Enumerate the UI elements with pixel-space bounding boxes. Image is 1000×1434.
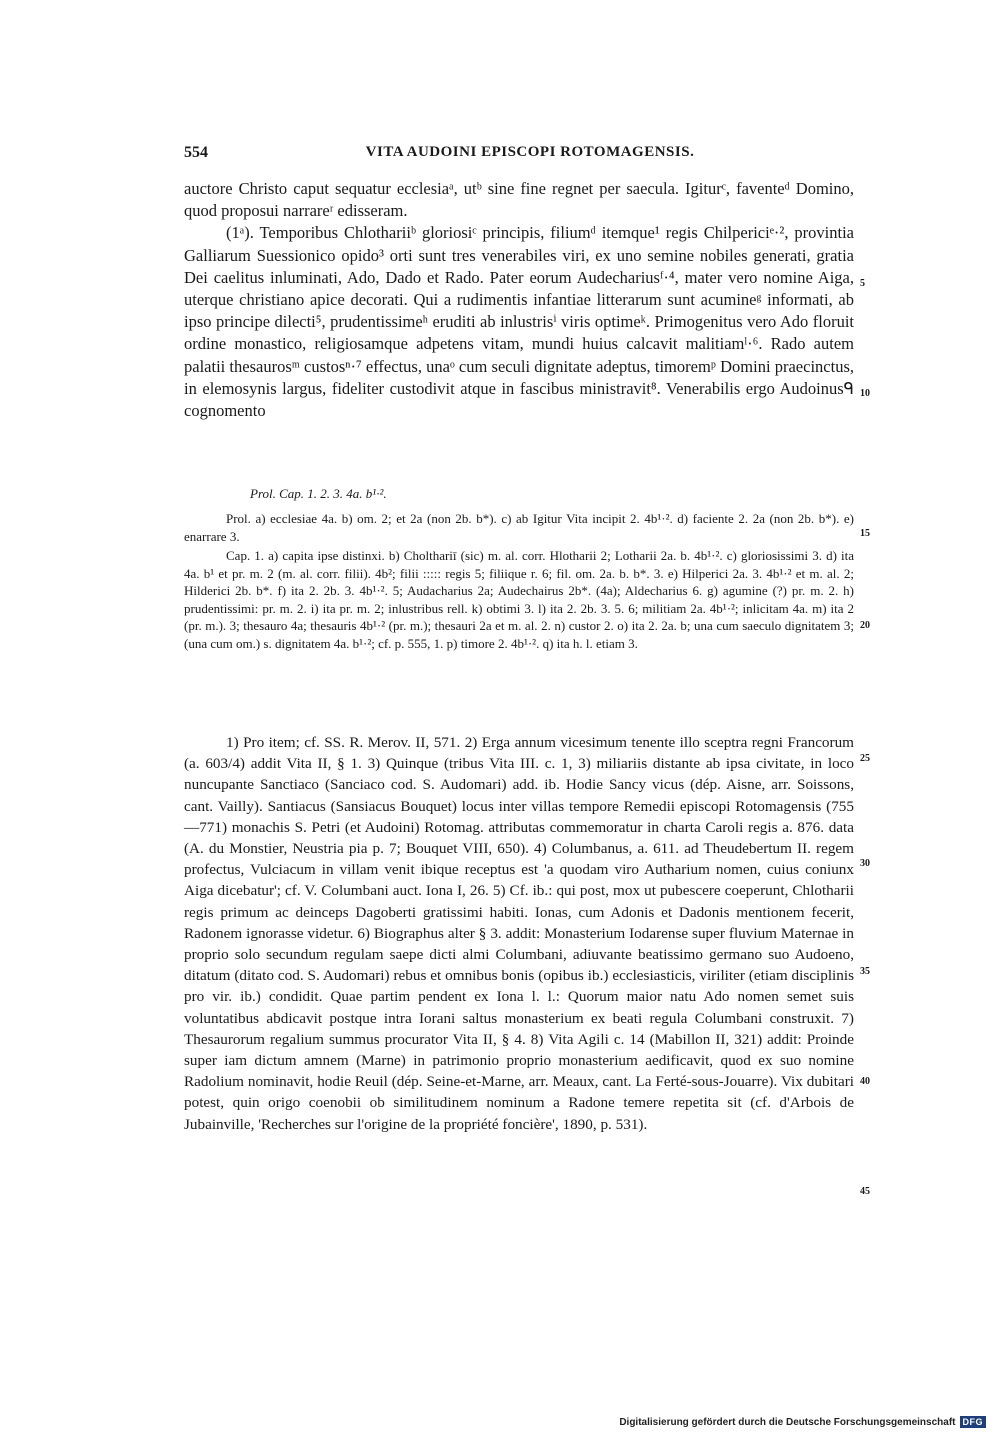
apparatus-chapter-1: Cap. 1. a) capita ipse distinxi. b) Cholthariī (sic) m. al. corr. Hlotharii 2; Lotharii 2a. b. 4b¹·². c) gloriosissimi 3. d) ita 4a. b¹ et pr. m. 2 (m. al. corr. filii). 4b²; filii ::::: regis 5; filiique r. 6; fil. om. 2a. b. b*. 3. e) Hilperici 2a. 3. 4b¹·² et m. al. 2; Hilderici 2b. b*. f) ita 2. 2b. 3. 4b¹·². 5; Audacharius 2a; Audechairus 2b*. (4a); Aldecharius 6. g) agumine (?) pr. m. 2. h) prudentissimi: pr. m. 2. i) ita pr. m. 2; inlustribus rell. k) obtimi 3. l) ita 2. 2b. 3. 5. 6; militiam 2a. 4b¹·²; inlicitam 4a. m) ita 2 (pr. m.). 3; thesaurο 4a; thesauris 4b¹·² (pr. m.); thesauri 2a et m. al. 2. n) custor 2. o) ita 2. 2a. b; una cum saeculo dignitatem 3; (una cum om.) s. dignitatem 4a. b¹·²; cf. p. 555, 1. p) timore 2. 4b¹·². q) ita h. l. etiam 3. bbox=[184, 548, 854, 651]
running-title: VITA AUDOINI EPISCOPI ROTOMAGENSIS. bbox=[365, 144, 695, 160]
main-text bbox=[184, 178, 854, 422]
line-number: 40 bbox=[860, 1076, 870, 1087]
dfg-logo-icon: DFG bbox=[960, 1416, 987, 1428]
footnotes-text: 1) Pro item; cf. SS. R. Merov. II, 571. 2) Erga annum vicesimum tenente illo sceptra regni Francorum (a. 603/4) addit Vita II, § 1. 3) Quinque (tribus Vita III. c. 1, 3) miliariis distante ab ipsa civitate, in loco nuncupante Sanctiaco (Sanciaco cod. S. Audomari) add. ib. Hodie Sancy vicus (dép. Aisne, arr. Soissons, cant. Vailly). Santiacus (Sansiacus Bouquet) locus inter villas tempore Remedii episcopi Rotomagensis (755—771) monachis S. Petri (et Audoini) Rotomag. attributas commemoratur in charta Caroli regis a. 876. data (A. du Monstier, Neustria pia p. 7; Bouquet VIII, 650). 4) Columbanus, a. 611. ad Theudebertum II. regem profectus, Vulciacum in villam venit ibique receptus est 'a quodam viro Autharium nomen, cuius coniunx Aiga dicebatur'; cf. V. Columbani auct. Iona I, 26. 5) Cf. ib.: qui post, mox ut pubescere coeperunt, Chlotharii regis primum ac deinceps Dagoberti gratissimi habiti. Ionas, cum Adonis et Dadonis mentionem fecerit, Radonem ignorasse videtur. 6) Biographus alter § 3. addit: Monasterium Iodarense super fluvium Maternae in proprio solo secundum regulam saepe dicti almi Columbani, adiuvante beatissimo germano suo Audoeno, ditatum (ditato cod. S. Audomari) rebus et omnibus bonis (opibus ib.) ecclesiasticis, viriliter (etiam disciplinis pro vir. ib.) condidit. Quae partim pendent ex Iona l. l.: Quorum maior natu Ado nomen semet suis voluntatibus abdicavit postque intra Iorani saltus monasterium ex beati regula Columbani construxit. 7) Thesaurorum regalium summus procurator Vita II, § 4. 8) Vita Agili c. 14 (Mabillon II, 321) addit: Proinde super iam dictum amnem (Marne) in patrimonio proprio monasterium aedificavit, quod ex suo nomine Radolium nominavit, hodie Reuil (dép. Seine-et-Marne, arr. Meaux, cant. La Ferté-sous-Jouarre). Vix dubitari potest, quin origo coenobii ob similitudinem nominum a Radone temere repetita sit (cf. d'Arbois de Jubainville, 'Recherches sur l'origine de la propriété foncière', 1890, p. 531). bbox=[184, 734, 854, 1133]
line-number: 30 bbox=[860, 858, 870, 869]
footnotes bbox=[184, 732, 854, 1135]
page-number: 554 bbox=[184, 144, 208, 161]
footer-credit bbox=[619, 1416, 986, 1428]
apparatus-sigla: Prol. Cap. 1. 2. 3. 4a. b¹·². bbox=[250, 486, 387, 501]
main-paragraph-2: (1ᵃ). Temporibus Chlothariiᵇ gloriosiᶜ principis, filiumᵈ itemque¹ regis Chilpericiᵉ·², provintia Galliarum Suessionico opido³ orti sunt tres venerabiles viri, ex uno semine nobiles generati, gratia Dei caelitus inluminati, Ado, Dado et Rado. Pater eorum Audechariusᶠ·⁴, mater vero nomine Aiga, uterque christiano apice decorati. Qui a rudimentis infantiae litterarum sunt acumineᵍ informati, ab ipso principe dilecti⁵, prudentissimeʰ eruditi ab inlustrisⁱ viris optimeᵏ. Primogenitus vero Ado floruit ordine monastico, religiosamque adpetens vitam, mundi huius calcavit malitiamˡ·⁶. Rado autem palatii thesaurosᵐ custosⁿ·⁷ effectus, unaᵒ cum seculi dignitate adeptus, timoremᵖ Domini praecinctus, in elemosynis largus, fideliter custodivit atque in fascibus ministravit⁸. Venerabilis ergo Audoinusᑫ cognomento bbox=[184, 223, 854, 421]
line-number: 5 bbox=[860, 278, 865, 289]
line-number: 45 bbox=[860, 1186, 870, 1197]
line-number: 10 bbox=[860, 388, 870, 399]
line-number: 35 bbox=[860, 966, 870, 977]
critical-apparatus bbox=[184, 510, 854, 654]
main-paragraph-1: auctore Christo caput sequatur ecclesiaᵃ, utᵇ sine fine regnet per saecula. Igiturᶜ, faventeᵈ Domino, quod proposui narrareʳ edisseram. bbox=[184, 179, 854, 221]
footer-credit-text: Digitalisierung gefördert durch die Deutsche Forschungsgemeinschaft bbox=[619, 1416, 956, 1428]
apparatus-prologue: Prol. a) ecclesiae 4a. b) om. 2; et 2a (non 2b. b*). c) ab Igitur Vita incipit 2. 4b¹·². d) faciente 2. 2a (non 2b. b*). e) enarrare 3. bbox=[184, 511, 854, 544]
line-number: 25 bbox=[860, 753, 870, 764]
line-number: 15 bbox=[860, 528, 870, 539]
line-number: 20 bbox=[860, 620, 870, 631]
